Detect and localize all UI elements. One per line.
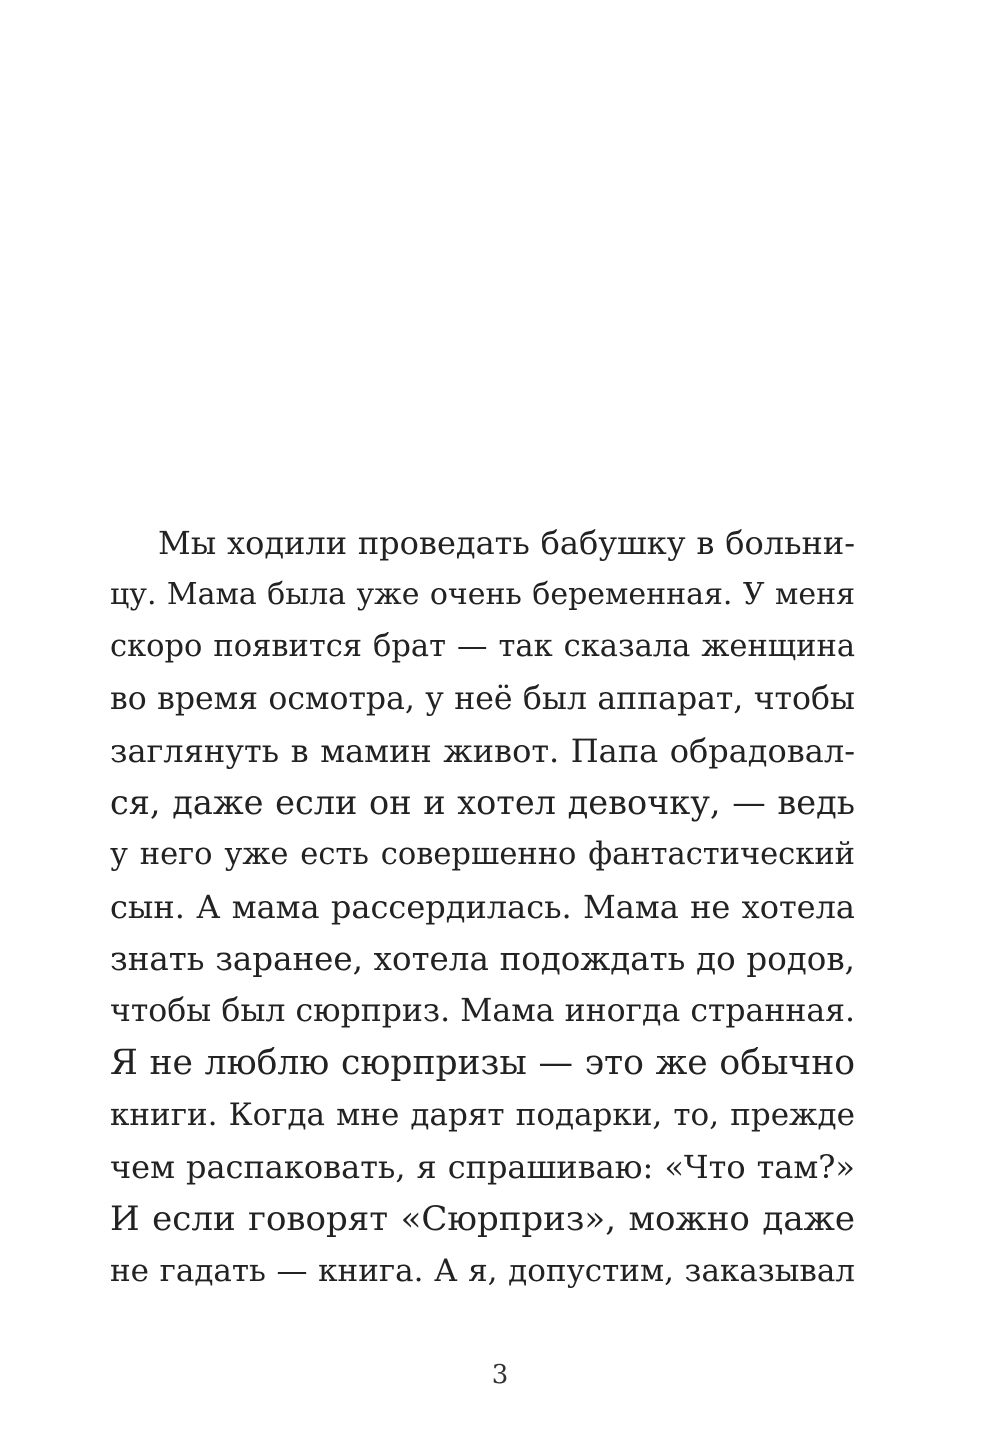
text-line: цу. Мама была уже очень беременная. У меня bbox=[110, 577, 855, 612]
text-line: книги. Когда мне дарят подарки, то, прежде bbox=[110, 1097, 855, 1133]
body-paragraph bbox=[110, 517, 855, 1297]
text-line: ся, даже если он и хотел девочку, — ведь bbox=[110, 783, 855, 822]
text-line: сын. А мама рассердилась. Мама не хотела bbox=[110, 888, 855, 926]
text-line: чтобы был сюрприз. Мама иногда странная. bbox=[110, 993, 855, 1029]
text-line: Я не люблю сюрпризы — это же обычно bbox=[110, 1043, 855, 1083]
text-line: во время осмотра, у неё был аппарат, чтобы bbox=[110, 681, 855, 717]
page-number: 3 bbox=[491, 1360, 509, 1390]
text-line: чем распаковать, я спрашиваю: «Что там?» bbox=[110, 1148, 855, 1186]
text-line: не гадать — книга. А я, допустим, заказывал bbox=[110, 1253, 855, 1289]
text-line: знать заранее, хотела подождать до родов, bbox=[110, 940, 855, 978]
text-line: И если говорят «Сюрприз», можно даже bbox=[110, 1199, 855, 1239]
text-line: у него уже есть совершенно фантастический bbox=[110, 837, 855, 872]
text-line: скоро появится брат — так сказала женщина bbox=[110, 629, 855, 664]
text-line: Мы ходили проведать бабушку в больни- bbox=[158, 524, 855, 562]
text-line: заглянуть в мамин живот. Папа обрадовал- bbox=[110, 732, 855, 770]
